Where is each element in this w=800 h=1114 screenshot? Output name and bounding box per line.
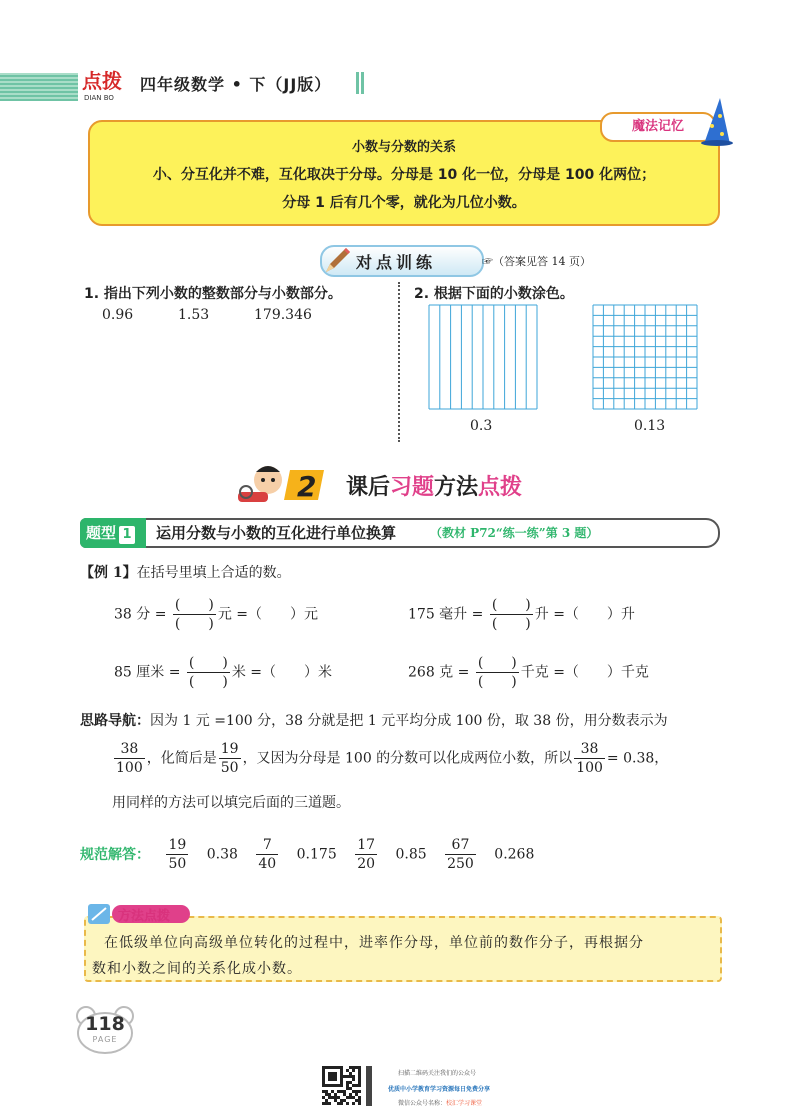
qr-module [355,1099,358,1102]
qr-code-icon[interactable] [322,1066,362,1106]
fraction-numerator: 7 [256,836,278,855]
fraction-denominator: ( ) [174,616,214,632]
fraction-denominator: ( ) [188,674,228,690]
question-lead: 175 毫升 = [408,606,484,623]
brand-logo [78,64,134,104]
fraction-numerator: 19 [220,741,239,757]
answer-fraction [355,836,377,873]
question-tail: 千克 =（ ）千克 [520,664,649,681]
qr-module [352,1066,355,1069]
qr-module [349,1096,352,1099]
qr-module [346,1081,349,1084]
answer-fraction [256,836,278,873]
header-bars [356,72,366,94]
fraction-numerator: ( ) [188,655,228,671]
qr-module [340,1099,343,1102]
exercise-2-prompt: 2. 根据下面的小数涂色。 [414,286,574,302]
footer-line-3-label: 微信公众号名称： [398,1100,447,1107]
qr-module [340,1078,343,1081]
qr-module [334,1084,337,1087]
hint-line-2 [112,740,668,777]
qr-module [334,1099,337,1102]
question-lead: 38 分 = [114,606,167,623]
fraction [114,740,145,777]
qr-module [349,1087,352,1090]
qr-module [322,1081,325,1084]
example-question [408,654,649,691]
qr-module [331,1072,334,1075]
qr-module [331,1078,334,1081]
hint-text: 因为 1 元 =100 分，38 分就是把 1 元平均分成 100 份，取 38 份，用分数表示为 [150,713,668,729]
qr-module [343,1075,346,1078]
example-prompt [80,562,291,582]
grid-hundredths-label: 0.13 [634,418,666,434]
example-text: 在括号里填上合适的数。 [136,565,291,581]
question-type-text: 运用分数与小数的互化进行单位换算 [156,524,397,542]
dotted-divider [398,282,400,442]
qr-module [352,1075,355,1078]
qr-module [334,1078,337,1081]
qr-module [358,1075,361,1078]
section-2-title-c: 方法 [434,475,479,500]
qr-module [340,1072,343,1075]
method-tip-tag: 方法点拨 [118,909,171,924]
qr-module [352,1096,355,1099]
answer-decimal: 0.38 [206,846,238,863]
answer-decimal: 0.175 [296,846,337,863]
hint-text: ，又因为分母是 100 的分数可以化成两位小数，所以 [242,750,573,767]
question-type-number: 1 [119,526,135,544]
qr-module [358,1069,361,1072]
method-tip-line-2: 数和小数之间的关系化成小数。 [92,961,302,977]
example-label: 【例 1】 [80,565,137,581]
qr-module [337,1084,340,1087]
fraction-denominator: 100 [576,760,603,776]
fraction-blank[interactable] [173,596,216,633]
qr-module [322,1090,325,1093]
qr-module [331,1066,334,1069]
qr-code-strip [366,1066,372,1106]
answer-fraction [166,836,188,873]
qr-module [322,1069,325,1072]
example-question [408,596,635,633]
qr-module [346,1075,349,1078]
memory-title: 小数与分数的关系 [351,140,456,155]
qr-module [328,1096,331,1099]
exercise-1-value: 0.96 [102,307,134,323]
grid-tenths[interactable] [428,304,538,410]
qr-module [322,1078,325,1081]
fraction-blank[interactable] [187,654,230,691]
question-tail: 元 =（ ）元 [217,606,319,623]
hint-text: = 0.38， [606,750,669,767]
standard-answer [80,836,534,873]
section-2-title-b: 习题 [390,475,435,500]
question-type-tag [80,518,146,548]
qr-module [340,1081,343,1084]
qr-module [340,1084,343,1087]
qr-module [322,1066,325,1069]
footer-line-1: 扫描二维码关注我们的公众号 [398,1070,477,1077]
fraction-numerator: ( ) [477,655,517,671]
qr-module [355,1084,358,1087]
question-tail: 米 =（ ）米 [231,664,333,681]
qr-module [322,1102,325,1105]
exercise-1-value: 179.346 [254,307,312,323]
qr-module [337,1102,340,1105]
section-2-number: 2 [297,470,317,503]
book-title: 四年级数学 • 下（JJ版） [140,75,332,94]
fraction-denominator: 100 [116,760,143,776]
qr-module [325,1090,328,1093]
qr-module [331,1075,334,1078]
fraction-denominator: 50 [168,856,187,872]
grid-hundredths[interactable] [592,304,698,410]
practice-banner-text: 对点训练 [356,253,437,272]
page-number: 118 [85,1013,125,1035]
qr-module [340,1102,343,1105]
example-question [114,654,332,691]
qr-module [358,1072,361,1075]
qr-module [337,1090,340,1093]
footer-line-2: 优质中小学教育学习资源每日免费分享 [388,1086,491,1093]
footer-line-3 [398,1098,482,1107]
qr-module [337,1096,340,1099]
memory-tag: 魔法记忆 [600,112,716,142]
qr-module [355,1093,358,1096]
example-question [114,596,318,633]
qr-module [334,1096,337,1099]
qr-module [322,1075,325,1078]
question-lead: 85 厘米 = [114,664,181,681]
fraction-denominator: 50 [220,760,239,776]
qr-module [328,1066,331,1069]
qr-module [358,1096,361,1099]
section-2-title [346,470,522,501]
qr-module [358,1066,361,1069]
qr-module [322,1096,325,1099]
qr-module [340,1069,343,1072]
qr-module [325,1102,328,1105]
exercise-1-value: 1.53 [178,307,210,323]
qr-module [334,1066,337,1069]
qr-module [346,1102,349,1105]
qr-module [340,1090,343,1093]
qr-module [358,1078,361,1081]
qr-module [343,1090,346,1093]
fraction-numerator: ( ) [174,597,214,613]
fraction-numerator: 67 [445,836,476,855]
qr-module [325,1084,328,1087]
exercise-1-prompt: 1. 指出下列小数的整数部分与小数部分。 [84,286,342,302]
fraction-blank[interactable] [476,654,519,691]
section-2-badge [284,466,326,504]
brand-logo-text: 点拨 [82,69,122,93]
qr-module [358,1084,361,1087]
qr-module [352,1069,355,1072]
hint-line-3: 用同样的方法可以填完后面的三道题。 [112,795,350,811]
fraction-denominator: 20 [357,856,376,872]
qr-module [352,1078,355,1081]
qr-module [334,1072,337,1075]
qr-module [325,1093,328,1096]
answer-decimal: 0.268 [494,846,535,863]
qr-module [340,1075,343,1078]
question-type-source: （教材 P72“练一练”第 3 题） [430,526,599,540]
qr-module [349,1066,352,1069]
qr-module [328,1084,331,1087]
qr-module [358,1102,361,1105]
fraction-denominator: ( ) [477,674,517,690]
qr-module [358,1081,361,1084]
qr-module [352,1090,355,1093]
question-type-bar [80,518,720,548]
qr-module [331,1090,334,1093]
qr-module [355,1090,358,1093]
answer-decimal: 0.85 [395,846,427,863]
qr-module [349,1093,352,1096]
hint-line-1 [80,710,668,730]
wizard-hat-icon [700,96,734,146]
qr-module [346,1096,349,1099]
qr-module [349,1081,352,1084]
qr-module [358,1099,361,1102]
question-tail: 升 =（ ）升 [534,606,635,623]
qr-module [334,1075,337,1078]
fraction-numerator: ( ) [491,597,531,613]
qr-module [358,1090,361,1093]
fraction-numerator: 38 [114,740,145,759]
question-type-tag-label: 题型 [86,524,117,542]
question-lead: 268 克 = [408,664,470,681]
hint-text: ，化简后是 [146,750,217,767]
qr-module [331,1084,334,1087]
fraction-denominator: 250 [447,856,474,872]
section-2-title-d: 点拨 [478,475,523,500]
fraction-numerator: 17 [357,837,376,853]
hint-label: 思路导航： [80,713,150,729]
qr-module [343,1099,346,1102]
fraction-numerator: 38 [574,740,605,759]
fraction-denominator: ( ) [491,616,531,632]
memory-line-1: 小、分互化并不难，互化取决于分母。分母是 10 化一位，分母是 100 化两位； [152,167,656,183]
answer-label: 规范解答： [80,846,150,863]
qr-module [328,1102,331,1105]
section-2-title-a: 课后 [346,475,391,500]
memory-line-2: 分母 1 后有几个零，就化为几位小数。 [282,195,526,211]
qr-module [328,1093,331,1096]
qr-module [346,1069,349,1072]
qr-module [328,1078,331,1081]
qr-module [346,1084,349,1087]
method-tip-line-1: 在低级单位向高级单位转化的过程中，进率作分母，单位前的数作分子，再根据分 [104,935,644,951]
answer-fraction [445,836,476,873]
qr-module [322,1072,325,1075]
grid-tenths-label: 0.3 [470,418,493,434]
answer-reference: ☞（答案见答 14 页） [482,255,591,268]
qr-module [340,1066,343,1069]
fraction [219,740,241,777]
qr-module [352,1084,355,1087]
fraction-numerator: 19 [168,837,187,853]
qr-module [352,1102,355,1105]
qr-module [343,1093,346,1096]
brand-logo-sub: DIAN BO [84,94,114,102]
qr-module [334,1093,337,1096]
qr-module [331,1096,334,1099]
qr-module [325,1099,328,1102]
qr-module [349,1075,352,1078]
qr-module [337,1066,340,1069]
qr-module [349,1072,352,1075]
fraction-blank[interactable] [490,596,533,633]
fraction [574,740,605,777]
qr-module [328,1072,331,1075]
header-stripe [0,73,78,101]
qr-module [328,1075,331,1078]
pencil-icon [322,244,354,276]
fraction-denominator: 40 [258,856,277,872]
qr-module [355,1066,358,1069]
qr-module [325,1066,328,1069]
qr-module [346,1087,349,1090]
footer-account-name: 校汇学习课堂 [446,1100,483,1107]
qr-module [322,1084,325,1087]
page-word: PAGE [92,1035,118,1044]
